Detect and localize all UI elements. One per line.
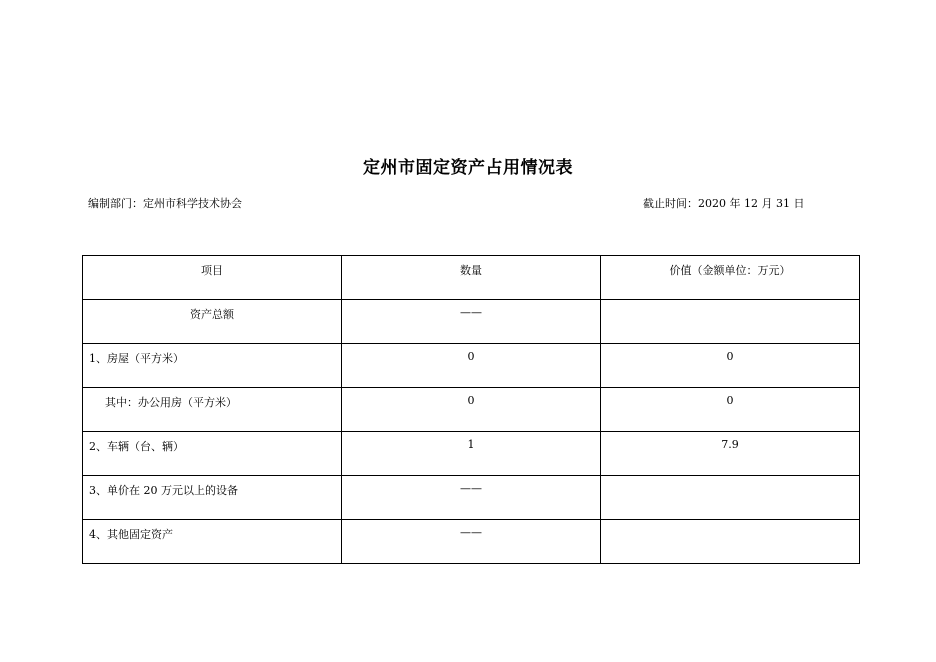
table-row xyxy=(83,520,860,564)
table-row xyxy=(83,300,860,344)
row-value: 0 xyxy=(601,344,860,388)
row-value xyxy=(601,520,860,564)
asset-table xyxy=(82,255,860,564)
cutoff-date-label: 截止时间：2020 年 12 月 31 日 xyxy=(643,197,805,210)
row-item: 4、其他固定资产 xyxy=(83,520,342,564)
row-item: 2、车辆（台、辆） xyxy=(83,432,342,476)
table-header-row xyxy=(83,256,860,300)
header-value: 价值（金额单位：万元） xyxy=(601,256,860,300)
header-item: 项目 xyxy=(83,256,342,300)
row-value xyxy=(601,476,860,520)
row-value: 0 xyxy=(601,388,860,432)
row-item: 其中：办公用房（平方米） xyxy=(83,388,342,432)
table-row xyxy=(83,432,860,476)
document-title: 定州市固定资产占用情况表 xyxy=(363,158,573,178)
row-quantity: 1 xyxy=(342,432,601,476)
department-label: 编制部门：定州市科学技术协会 xyxy=(88,197,242,210)
row-quantity: 0 xyxy=(342,344,601,388)
row-item: 资产总额 xyxy=(83,300,342,344)
header-quantity: 数量 xyxy=(342,256,601,300)
row-value: 7.9 xyxy=(601,432,860,476)
row-quantity: —— xyxy=(342,520,601,564)
table-row xyxy=(83,388,860,432)
row-item: 3、单价在 20 万元以上的设备 xyxy=(83,476,342,520)
row-quantity: —— xyxy=(342,300,601,344)
row-quantity: 0 xyxy=(342,388,601,432)
row-value xyxy=(601,300,860,344)
row-item: 1、房屋（平方米） xyxy=(83,344,342,388)
table-row xyxy=(83,344,860,388)
table-row xyxy=(83,476,860,520)
row-quantity: —— xyxy=(342,476,601,520)
